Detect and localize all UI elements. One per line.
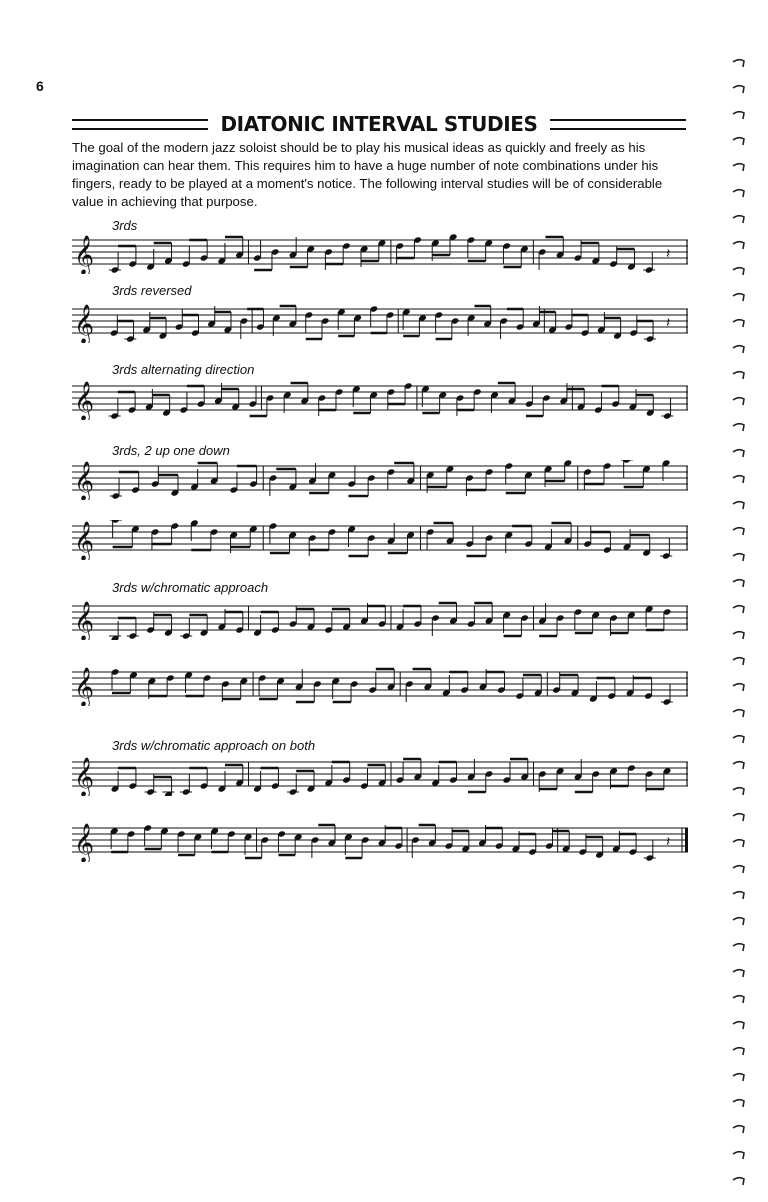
spiral-coil-icon [732, 110, 746, 120]
spiral-coil-icon [732, 500, 746, 510]
treble-clef-icon: 𝄞 [74, 304, 95, 343]
rest-icon: 𝄽 [666, 834, 671, 850]
spiral-coil-icon [732, 578, 746, 588]
treble-clef-icon: 𝄞 [74, 601, 95, 640]
music-staff-6 [72, 600, 688, 640]
music-staff-3 [72, 380, 688, 420]
spiral-coil-icon [732, 1150, 746, 1160]
treble-clef-icon: 𝄞 [74, 823, 95, 862]
music-staff-1 [72, 234, 688, 274]
exercise-label-3rds-chromatic-approach-both: 3rds w/chromatic approach on both [112, 738, 316, 753]
title-row [72, 110, 686, 138]
spiral-coil-icon [732, 344, 746, 354]
spiral-coil-icon [732, 786, 746, 796]
spiral-coil-icon [732, 422, 746, 432]
treble-clef-icon: 𝄞 [74, 667, 95, 706]
spiral-coil-icon [732, 838, 746, 848]
treble-clef-icon: 𝄞 [74, 235, 95, 274]
spiral-coil-icon [732, 1046, 746, 1056]
spiral-coil-icon [732, 630, 746, 640]
exercise-label-3rds-chromatic-approach: 3rds w/chromatic approach [112, 580, 269, 595]
music-staff-9 [72, 822, 688, 862]
exercise-label-3rds-alternating: 3rds alternating direction [112, 362, 255, 377]
spiral-coil-icon [732, 682, 746, 692]
exercise-label-3rds-2-up-one-down: 3rds, 2 up one down [112, 443, 230, 458]
spiral-coil-icon [732, 84, 746, 94]
spiral-coil-icon [732, 760, 746, 770]
spiral-coil-icon [732, 448, 746, 458]
spiral-coil-icon [732, 734, 746, 744]
spiral-coil-icon [732, 552, 746, 562]
spiral-coil-icon [732, 58, 746, 68]
spiral-coil-icon [732, 1098, 746, 1108]
spiral-coil-icon [732, 994, 746, 1004]
title-rule-right [550, 119, 686, 130]
intro-paragraph: The goal of the modern jazz soloist should be to play his musical ideas as quickly and freely as his imagination can hear them. This requires him to have a huge number of note combinations under his fingers, ready to be played at a moment's notice. The following interval studies will be of considerable value in achieving that purpose. [72, 140, 663, 209]
spiral-coil-icon [732, 318, 746, 328]
spiral-coil-icon [732, 214, 746, 224]
spiral-coil-icon [732, 1072, 746, 1082]
page-title: DIATONIC INTERVAL STUDIES [220, 112, 538, 136]
spiral-coil-icon [732, 396, 746, 406]
spiral-coil-icon [732, 1020, 746, 1030]
spiral-coil-icon [732, 708, 746, 718]
spiral-coil-icon [732, 916, 746, 926]
music-staff-2 [72, 303, 688, 343]
music-staff-7 [72, 666, 688, 706]
spiral-coil-icon [732, 864, 746, 874]
spiral-coil-icon [732, 942, 746, 952]
spiral-coil-icon [732, 968, 746, 978]
spiral-coil-icon [732, 604, 746, 614]
spiral-coil-icon [732, 1124, 746, 1134]
spiral-coil-icon [732, 1176, 746, 1186]
treble-clef-icon: 𝄞 [74, 757, 95, 796]
spiral-coil-icon [732, 526, 746, 536]
music-staff-4 [72, 460, 688, 500]
rest-icon: 𝄽 [666, 246, 671, 262]
treble-clef-icon: 𝄞 [74, 461, 95, 500]
music-staff-8 [72, 756, 688, 796]
spiral-binding [732, 58, 756, 1202]
spiral-coil-icon [732, 292, 746, 302]
spiral-coil-icon [732, 188, 746, 198]
spiral-coil-icon [732, 266, 746, 276]
final-bar-line [685, 828, 688, 852]
spiral-coil-icon [732, 162, 746, 172]
spiral-coil-icon [732, 812, 746, 822]
exercise-label-3rds-reversed: 3rds reversed [112, 283, 192, 298]
treble-clef-icon: 𝄞 [74, 521, 95, 560]
spiral-coil-icon [732, 240, 746, 250]
spiral-coil-icon [732, 890, 746, 900]
spiral-coil-icon [732, 370, 746, 380]
exercise-label-3rds: 3rds [112, 218, 138, 233]
spiral-coil-icon [732, 136, 746, 146]
spiral-coil-icon [732, 474, 746, 484]
page-number: 6 [36, 78, 44, 94]
title-rule-left [72, 119, 208, 130]
music-staff-5 [72, 520, 688, 560]
spiral-coil-icon [732, 656, 746, 666]
treble-clef-icon: 𝄞 [74, 381, 95, 420]
rest-icon: 𝄽 [666, 315, 671, 331]
